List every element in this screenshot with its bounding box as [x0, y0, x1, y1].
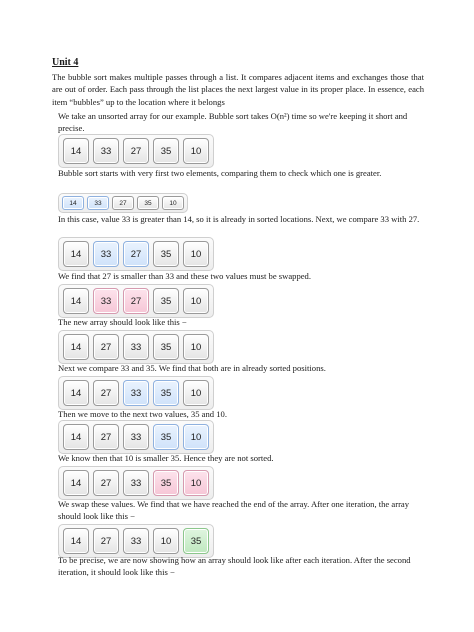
array-cell: 27: [123, 288, 149, 314]
array-cell: 33: [87, 196, 109, 210]
array-cell: 14: [63, 334, 89, 360]
array-cell: 33: [123, 470, 149, 496]
step-description: We swap these values. We find that we have reached the end of the array. After one iteration, the array should look like this −: [58, 499, 410, 522]
intro-paragraph: The bubble sort makes multiple passes through a list. It compares adjacent items and exchanges those that are out of order. Each pass through the list places the next largest value in its proper place. In essence, each item “bubbles” up to the location where it belongs: [52, 72, 424, 107]
array-cell: 14: [63, 288, 89, 314]
array-cell: 14: [63, 424, 89, 450]
step-description: In this case, value 33 is greater than 14, so it is already in sorted locations. Next, we compare 33 with 27.: [58, 214, 420, 224]
step-description: We take an unsorted array for our example. Bubble sort takes O(n²) time so we're keeping it short and precise.: [58, 111, 408, 134]
array-cell: 33: [123, 424, 149, 450]
array-diagram: [58, 376, 214, 410]
unit-heading: Unit 4: [52, 57, 79, 68]
array-cell: 33: [123, 380, 149, 406]
array-cell: 14: [62, 196, 84, 210]
array-cell: 27: [123, 241, 149, 267]
step-description: We find that 27 is smaller than 33 and these two values must be swapped.: [58, 271, 312, 281]
array-cell: 10: [183, 334, 209, 360]
array-cell: 27: [112, 196, 134, 210]
array-cell: 14: [63, 528, 89, 554]
array-cell: 10: [183, 241, 209, 267]
array-cell: 35: [153, 334, 179, 360]
step-description: We know then that 10 is smaller 35. Hence they are not sorted.: [58, 453, 274, 463]
array-cell: 27: [93, 380, 119, 406]
array-cell: 33: [123, 334, 149, 360]
array-cell: 35: [153, 424, 179, 450]
array-cell: 10: [183, 424, 209, 450]
array-cell: 27: [93, 470, 119, 496]
array-cell: 10: [153, 528, 179, 554]
array-diagram: [58, 420, 214, 454]
array-cell: 33: [93, 138, 119, 164]
array-diagram: [58, 237, 214, 271]
array-diagram: [58, 284, 214, 318]
array-cell: 10: [183, 288, 209, 314]
array-cell: 14: [63, 380, 89, 406]
array-cell: 35: [153, 288, 179, 314]
array-cell: 27: [93, 528, 119, 554]
array-diagram: [58, 193, 188, 213]
array-diagram: [58, 466, 214, 500]
array-cell: 14: [63, 138, 89, 164]
array-cell: 27: [93, 334, 119, 360]
array-diagram: [58, 134, 214, 168]
step-description: Then we move to the next two values, 35 and 10.: [58, 409, 227, 419]
array-cell: 10: [183, 380, 209, 406]
array-cell: 35: [153, 470, 179, 496]
step-description: The new array should look like this −: [58, 317, 187, 327]
step-description: Next we compare 33 and 35. We find that both are in already sorted positions.: [58, 363, 326, 373]
array-cell: 33: [93, 241, 119, 267]
array-cell: 35: [153, 380, 179, 406]
array-cell: 35: [183, 528, 209, 554]
array-cell: 14: [63, 241, 89, 267]
array-cell: 10: [183, 470, 209, 496]
array-cell: 35: [153, 138, 179, 164]
closing-paragraph: To be precise, we are now showing how an array should look like after each iteration. After the second iteration, it should look like this −: [58, 555, 411, 578]
array-diagram: [58, 330, 214, 364]
array-cell: 14: [63, 470, 89, 496]
array-cell: 10: [183, 138, 209, 164]
array-cell: 27: [123, 138, 149, 164]
array-cell: 33: [93, 288, 119, 314]
array-cell: 10: [162, 196, 184, 210]
array-cell: 27: [93, 424, 119, 450]
array-cell: 35: [137, 196, 159, 210]
array-cell: 35: [153, 241, 179, 267]
array-cell: 33: [123, 528, 149, 554]
step-description: Bubble sort starts with very first two elements, comparing them to check which one is greater.: [58, 168, 382, 178]
array-diagram: [58, 524, 214, 558]
